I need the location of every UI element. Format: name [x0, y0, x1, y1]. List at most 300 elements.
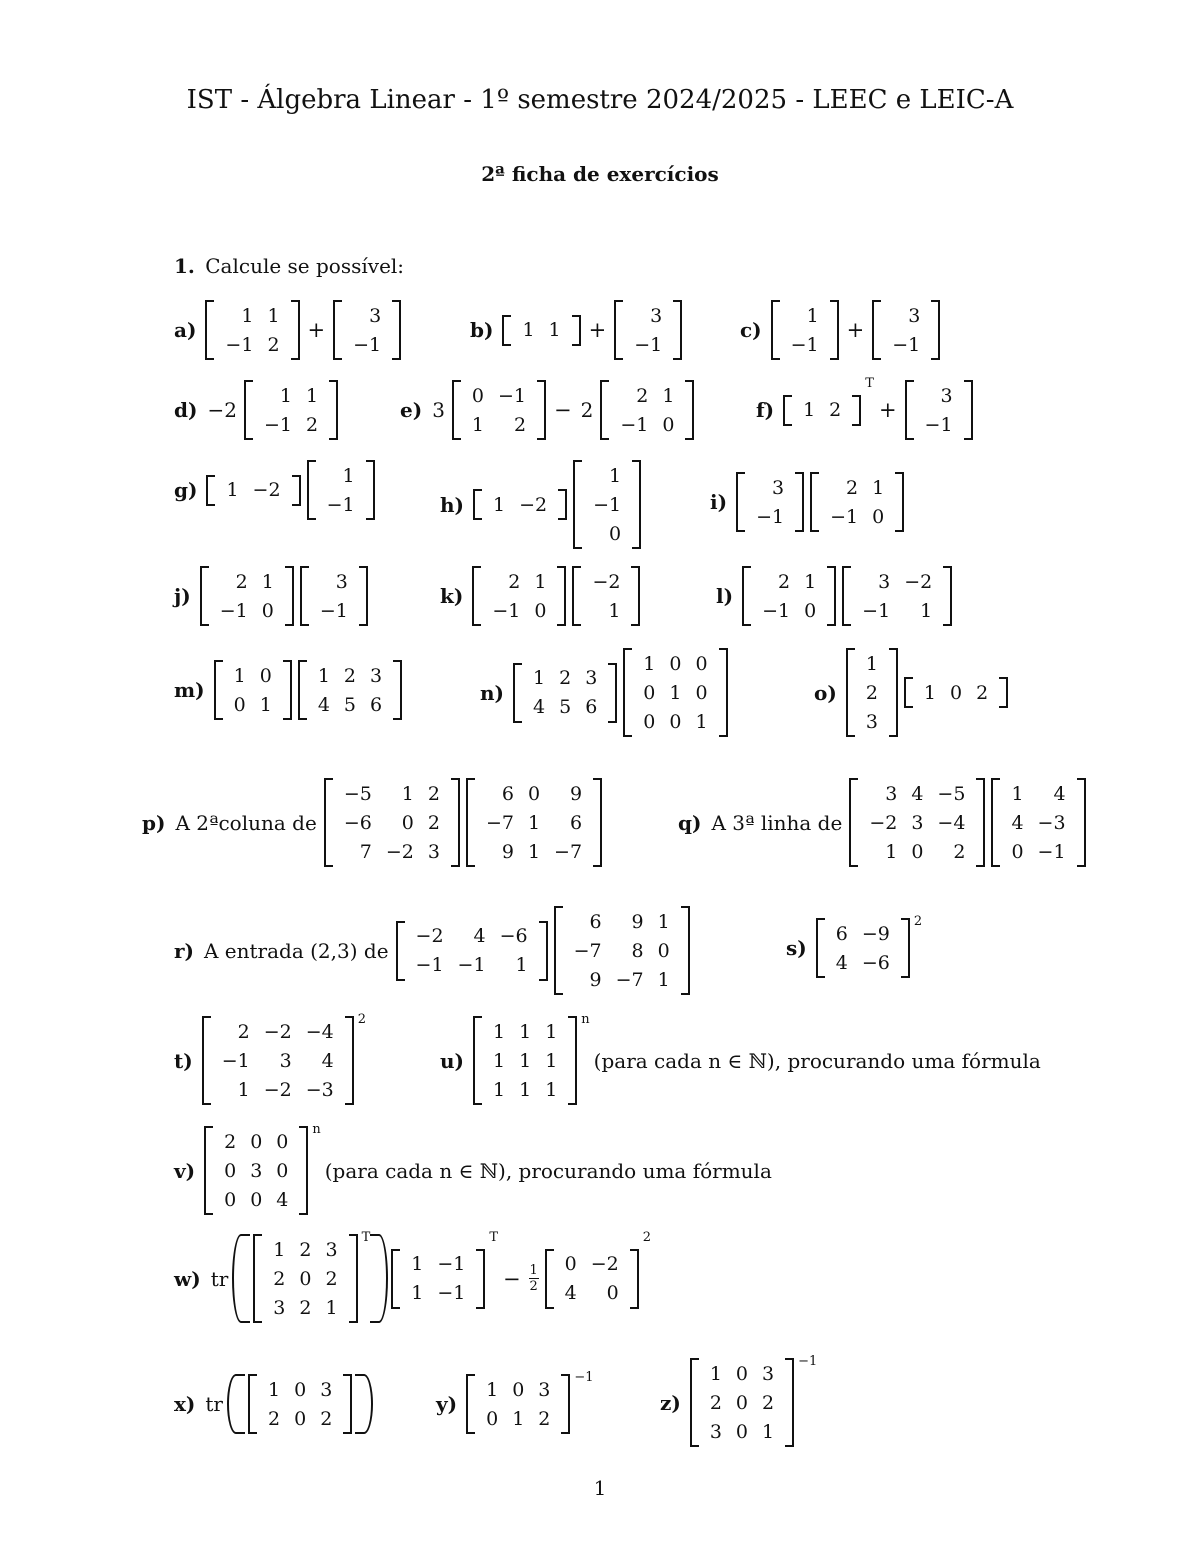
matrix [307, 460, 375, 520]
left-bracket [473, 1016, 482, 1105]
matrix-entry: −6 [499, 925, 528, 947]
matrix [502, 315, 580, 346]
matrix-entry: −2 [904, 570, 933, 593]
matrix-entry: 3 [650, 304, 663, 327]
power-superscript: n [581, 1012, 590, 1027]
matrix-entry: −2 [263, 1078, 292, 1101]
matrix-entry: 1 [512, 1407, 525, 1430]
matrix-entry: 3 [762, 1362, 775, 1385]
matrix-entry: 0 [299, 1267, 312, 1290]
item-m [174, 660, 405, 720]
left-bracket [472, 566, 481, 626]
left-bracket [298, 660, 307, 720]
item-x [174, 1374, 373, 1434]
matrix-entry: −2 [252, 479, 281, 501]
left-bracket [214, 660, 223, 720]
matrix-grid [211, 1016, 345, 1105]
right-bracket [895, 472, 904, 532]
matrix-entry: 1 [657, 968, 670, 991]
matrix-entry: 0 [534, 599, 547, 622]
matrix-entry: 1 [657, 910, 670, 933]
matrix-entry: −7 [485, 811, 514, 834]
right-bracket [719, 648, 728, 737]
right-bracket [537, 380, 546, 440]
right-bracket [359, 566, 368, 626]
matrix [771, 300, 839, 360]
matrix-entry: 2 [508, 570, 521, 593]
right-bracket [283, 660, 292, 720]
matrix-entry: 9 [631, 910, 644, 933]
right-bracket [830, 300, 839, 360]
matrix-entry: 2 [305, 413, 319, 436]
matrix-entry: 1 [545, 1020, 558, 1043]
right-bracket [349, 1234, 358, 1323]
matrix-entry: 2 [427, 811, 440, 834]
exercise-heading [174, 254, 404, 278]
matrix-entry: 2 [273, 1267, 286, 1290]
matrix-entry: 1 [325, 1296, 338, 1319]
matrix-grid [913, 677, 999, 708]
item-label: l) [716, 584, 734, 608]
right-bracket [292, 475, 301, 506]
matrix-entry: 9 [501, 840, 514, 863]
exercise-instruction: Calcule se possível: [205, 254, 405, 278]
right-bracket [451, 778, 460, 867]
matrix-entry: −2 [385, 840, 414, 863]
matrix-entry: 2 [538, 1407, 551, 1430]
right-bracket [681, 906, 690, 995]
matrix-entry: 1 [527, 811, 541, 834]
matrix-entry: 4 [911, 782, 924, 805]
matrix-entry: 2 [299, 1238, 312, 1261]
parenthesis-group [227, 1374, 373, 1434]
item-text: A 3ª linha de [711, 810, 843, 835]
matrix [244, 380, 338, 440]
matrix-entry: 3 [885, 782, 898, 805]
matrix [200, 566, 294, 626]
matrix-entry: −1 [1037, 840, 1066, 863]
matrix-entry: 3 [585, 667, 598, 689]
matrix-entry: 3 [273, 1296, 286, 1319]
matrix-entry: −1 [830, 505, 859, 528]
matrix-entry: 2 [268, 1407, 281, 1430]
right-bracket [329, 380, 338, 440]
right-bracket [785, 1358, 794, 1447]
power-superscript: 2 [357, 1012, 367, 1027]
item-label: r) [174, 938, 194, 963]
matrix-grid [914, 380, 964, 440]
matrix-entry: −1 [319, 599, 348, 622]
matrix-entry: 0 [261, 599, 274, 622]
matrix-grid [307, 660, 393, 720]
matrix [205, 300, 299, 360]
left-bracket [391, 1249, 400, 1309]
right-bracket [901, 918, 910, 978]
matrix-entry: −1 [263, 413, 292, 436]
item-label: s) [786, 936, 807, 960]
item-label: q) [678, 810, 702, 835]
item-label: j) [174, 584, 191, 608]
matrix-entry: 1 [267, 304, 280, 327]
left-bracket [614, 300, 623, 360]
right-bracket [632, 460, 641, 549]
left-bracket [572, 566, 581, 626]
matrix [623, 648, 727, 737]
item-y [436, 1370, 594, 1434]
right-parenthesis [370, 1234, 388, 1323]
item-g [174, 460, 378, 520]
left-bracket [842, 566, 851, 626]
matrix-entry: 1 [662, 384, 675, 407]
matrix-entry: −1 [924, 413, 953, 436]
left-bracket [300, 566, 309, 626]
right-bracket [630, 1249, 639, 1309]
matrix-entry: −1 [353, 333, 382, 356]
matrix-entry: −4 [937, 811, 966, 834]
matrix-entry: −1 [326, 493, 355, 516]
matrix-entry: −2 [590, 1253, 619, 1275]
matrix [991, 778, 1085, 867]
matrix-entry: 3 [325, 1238, 338, 1261]
matrix-entry: 6 [370, 693, 383, 716]
matrix [391, 1249, 485, 1309]
matrix-entry: 1 [545, 1049, 558, 1072]
right-bracket [299, 1126, 308, 1215]
matrix-grid [780, 300, 830, 360]
matrix-grid [215, 475, 291, 506]
matrix-entry: 0 [512, 1378, 525, 1401]
matrix [248, 1374, 352, 1434]
matrix-entry: 1 [279, 384, 292, 407]
matrix-grid [511, 315, 571, 346]
left-bracket [771, 300, 780, 360]
matrix-entry: 1 [527, 840, 541, 863]
matrix-entry: 3 [878, 570, 891, 593]
right-bracket [827, 566, 836, 626]
matrix-entry: 1 [865, 652, 878, 675]
right-bracket [608, 663, 617, 723]
minus-sign: − [554, 398, 572, 422]
matrix-entry: 4 [533, 696, 546, 718]
left-bracket [206, 475, 215, 506]
matrix-entry: −1 [593, 493, 622, 516]
matrix-entry: 1 [609, 464, 622, 487]
matrix [396, 921, 548, 981]
item-h [440, 460, 644, 549]
matrix-entry: 0 [224, 1188, 237, 1211]
left-bracket [333, 300, 342, 360]
left-bracket [545, 1249, 554, 1309]
matrix [554, 906, 690, 995]
matrix-entry: 1 [493, 1049, 506, 1072]
left-bracket [810, 472, 819, 532]
matrix-entry: −9 [861, 922, 890, 945]
matrix-entry: 5 [343, 693, 356, 716]
matrix-entry: 0 [669, 710, 682, 733]
transpose-superscript: T [361, 1230, 371, 1245]
matrix-entry: −3 [1037, 811, 1066, 834]
matrix-grid [582, 460, 632, 549]
matrix-entry: 0 [294, 1378, 307, 1401]
matrix-grid [262, 1234, 348, 1323]
fraction-numerator: 1 [529, 1263, 538, 1278]
item-label: n) [480, 680, 505, 705]
plus-sign: + [846, 318, 865, 342]
matrix-entry: 1 [643, 652, 656, 675]
matrix-entry: 1 [471, 413, 485, 436]
matrix-entry: 0 [276, 1159, 289, 1182]
matrix-entry: 2 [267, 333, 280, 356]
item-o [814, 648, 1011, 737]
matrix-entry: 2 [846, 476, 859, 499]
right-bracket [539, 921, 548, 981]
matrix-entry: 4 [1053, 782, 1066, 805]
matrix [905, 380, 973, 440]
right-bracket [366, 460, 375, 520]
matrix-entry: 0 [233, 693, 246, 716]
sheet-subtitle: 2ª ficha de exercícios [481, 162, 719, 186]
matrix-entry: 3 [538, 1378, 551, 1401]
matrix-entry: 5 [559, 696, 572, 718]
left-bracket [904, 677, 913, 708]
matrix-entry: 4 [564, 1282, 577, 1304]
matrix-entry: 2 [343, 664, 356, 687]
matrix-grid [858, 778, 976, 867]
matrix-grid [881, 300, 931, 360]
matrix [545, 1249, 639, 1309]
item-label: p) [142, 810, 166, 835]
scalar: 2 [580, 398, 594, 422]
item-label: o) [814, 680, 837, 705]
item-note: (para cada n ∈ ℕ), procurando uma fórmula [593, 1048, 1041, 1073]
matrix-entry: −6 [861, 951, 890, 974]
matrix-grid [213, 1126, 299, 1215]
matrix-entry: 1 [608, 599, 621, 622]
scalar: −2 [207, 398, 237, 422]
matrix-entry: 1 [411, 1282, 424, 1304]
matrix-entry: −1 [219, 599, 248, 622]
matrix-entry: 1 [548, 319, 561, 341]
matrix [466, 1374, 570, 1434]
matrix-entry: 4 [1011, 811, 1024, 834]
matrix [842, 566, 952, 626]
scalar: 3 [432, 398, 445, 422]
matrix-entry: 2 [829, 399, 842, 421]
matrix-entry: 2 [237, 1020, 250, 1043]
matrix-entry: 0 [471, 384, 485, 407]
item-note: (para cada n ∈ ℕ), procurando uma fórmula [324, 1158, 772, 1183]
page-number: 1 [593, 1476, 607, 1500]
matrix [202, 1016, 354, 1105]
matrix-entry: 1 [317, 664, 330, 687]
inverse-superscript: −1 [798, 1354, 818, 1369]
matrix-entry: 2 [513, 413, 527, 436]
matrix-grid [400, 1249, 476, 1309]
matrix-entry: −1 [620, 413, 649, 436]
left-bracket [452, 380, 461, 440]
matrix-entry: 9 [589, 968, 602, 991]
right-bracket [291, 300, 300, 360]
matrix-entry: 2 [777, 570, 791, 593]
matrix-entry: 1 [411, 1253, 424, 1275]
matrix [473, 489, 567, 520]
minus-sign: − [503, 1266, 521, 1291]
matrix-entry: 2 [224, 1130, 237, 1153]
matrix-entry: −7 [573, 939, 602, 962]
left-bracket [205, 300, 214, 360]
left-bracket [502, 315, 511, 346]
matrix-entry: 0 [564, 1253, 577, 1275]
inverse-superscript: −1 [574, 1370, 594, 1385]
transpose-superscript: T [489, 1230, 499, 1245]
matrix-entry: 1 [885, 840, 898, 863]
right-bracket [685, 380, 694, 440]
item-label: h) [440, 492, 465, 517]
matrix-entry: 3 [771, 476, 785, 499]
matrix-entry: 3 [427, 840, 440, 863]
item-label: a) [174, 318, 197, 342]
item-label: v) [174, 1158, 196, 1183]
left-bracket [690, 1358, 699, 1447]
matrix-entry: −1 [437, 1253, 466, 1275]
matrix-entry: 0 [1011, 840, 1024, 863]
matrix [600, 380, 694, 440]
item-w [174, 1230, 652, 1323]
matrix-entry: 8 [631, 939, 644, 962]
matrix-entry: 3 [865, 710, 878, 733]
matrix-grid [609, 380, 685, 440]
item-text: A entrada (2,3) de [204, 938, 389, 963]
matrix-grid [751, 566, 827, 626]
matrix-entry: 1 [259, 693, 272, 716]
matrix-entry: 0 [276, 1130, 289, 1153]
right-parenthesis [355, 1374, 373, 1434]
left-bracket [396, 921, 405, 981]
matrix-entry: 4 [321, 1049, 334, 1072]
right-bracket [568, 1016, 577, 1105]
matrix-grid [253, 380, 329, 440]
left-bracket [991, 778, 1000, 867]
matrix-grid [342, 300, 392, 360]
matrix [452, 380, 546, 440]
left-bracket [473, 489, 482, 520]
matrix-entry: 1 [493, 1078, 506, 1101]
matrix-entry: 3 [369, 304, 382, 327]
left-bracket [816, 918, 825, 978]
matrix-entry: 0 [643, 710, 656, 733]
matrix-entry: 1 [515, 954, 528, 976]
left-bracket [513, 663, 522, 723]
matrix-entry: −1 [225, 333, 254, 356]
matrix [690, 1358, 794, 1447]
matrix [466, 778, 602, 867]
matrix-grid [333, 778, 451, 867]
item-c [740, 300, 943, 360]
left-bracket [244, 380, 253, 440]
matrix-entry: −1 [498, 384, 527, 407]
matrix [473, 1016, 577, 1105]
matrix-entry: 3 [911, 811, 924, 834]
matrix-grid [481, 566, 557, 626]
matrix-entry: 0 [606, 1282, 619, 1304]
matrix-entry: 2 [762, 1391, 775, 1414]
matrix-entry: 0 [735, 1420, 749, 1443]
right-bracket [889, 648, 898, 737]
right-bracket [931, 300, 940, 360]
matrix-entry: 0 [527, 782, 541, 805]
right-bracket [964, 380, 973, 440]
right-bracket [1077, 778, 1086, 867]
matrix [300, 566, 368, 626]
matrix-entry: 3 [279, 1049, 292, 1072]
matrix-grid [1000, 778, 1076, 867]
matrix [253, 1234, 357, 1323]
right-bracket [393, 660, 402, 720]
matrix-entry: −1 [457, 954, 486, 976]
matrix-entry: 1 [695, 710, 708, 733]
matrix-grid [825, 918, 901, 978]
matrix-entry: −7 [554, 840, 583, 863]
item-label: z) [660, 1390, 681, 1415]
right-bracket [943, 566, 952, 626]
trace-operator: tr [210, 1266, 229, 1291]
right-bracket [976, 778, 985, 867]
matrix-entry: −7 [615, 968, 644, 991]
matrix-grid [632, 648, 718, 737]
left-bracket [623, 648, 632, 737]
matrix-entry: 0 [669, 652, 682, 675]
matrix-entry: 0 [250, 1188, 263, 1211]
left-parenthesis [232, 1234, 250, 1323]
matrix-entry: −6 [343, 811, 372, 834]
power-superscript: 2 [913, 914, 923, 929]
matrix-grid [309, 566, 359, 626]
matrix [810, 472, 904, 532]
left-bracket [736, 472, 745, 532]
left-bracket [573, 460, 582, 549]
right-bracket [345, 1016, 354, 1105]
item-n [480, 648, 731, 737]
left-bracket [600, 380, 609, 440]
matrix-grid [699, 1358, 785, 1447]
matrix-grid [475, 778, 593, 867]
matrix-entry: 2 [709, 1391, 722, 1414]
parenthesis-group [232, 1230, 388, 1323]
item-label: b) [470, 318, 494, 342]
matrix-entry: 0 [259, 664, 272, 687]
matrix-grid [475, 1374, 561, 1434]
left-bracket [248, 1374, 257, 1434]
matrix-entry: 2 [235, 570, 248, 593]
matrix-grid [214, 300, 290, 360]
item-e [400, 380, 697, 440]
matrix-entry: 1 [872, 476, 885, 499]
matrix-entry: 3 [908, 304, 921, 327]
matrix-grid [223, 660, 283, 720]
matrix-entry: 0 [294, 1407, 307, 1430]
item-r [174, 906, 693, 995]
item-label: i) [710, 490, 728, 514]
left-bracket [849, 778, 858, 867]
matrix-entry: −1 [492, 599, 521, 622]
item-label: w) [174, 1266, 201, 1291]
matrix-entry: −2 [869, 811, 898, 834]
matrix-entry: 1 [493, 493, 506, 516]
matrix-entry: 0 [804, 599, 817, 622]
matrix [333, 300, 401, 360]
matrix [904, 677, 1008, 708]
matrix-entry: 7 [359, 840, 372, 863]
